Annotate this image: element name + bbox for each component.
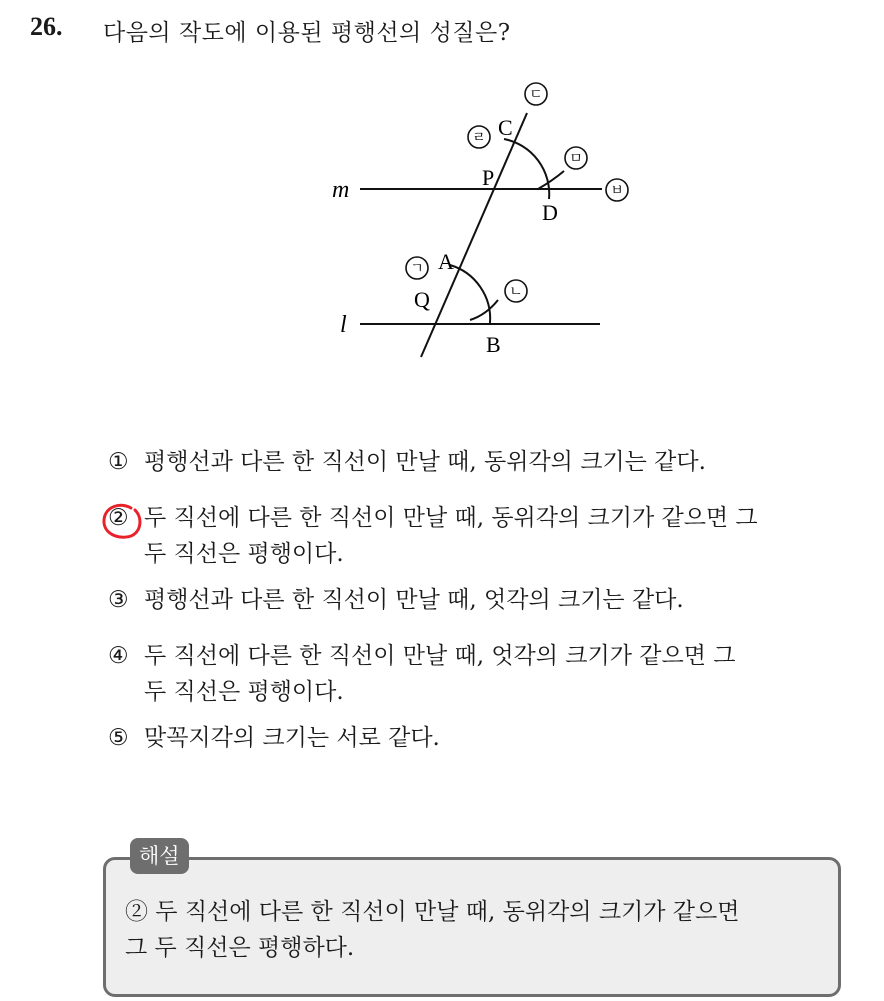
explanation-text [125, 894, 739, 966]
transversal-line [421, 113, 527, 357]
option-text: 맞꼭지각의 크기는 서로 같다. [144, 725, 440, 751]
option-4[interactable] [108, 638, 735, 710]
option-2[interactable] [108, 500, 758, 572]
explanation-line-1: ② 두 직선에 다른 한 직선이 만날 때, 동위각의 크기가 같으면 [125, 899, 740, 925]
question-number: 26. [30, 12, 63, 41]
svg-text:ㄷ: ㄷ [529, 87, 543, 103]
option-text: 두 직선에 다른 한 직선이 만날 때, 엇각의 크기가 같으면 그 [144, 643, 736, 669]
option-5[interactable] [108, 720, 440, 756]
option-text: 평행선과 다른 한 직선이 만날 때, 엇각의 크기는 같다. [144, 587, 684, 613]
label-point-q: Q [414, 287, 430, 312]
svg-text:ㄱ: ㄱ [410, 261, 424, 277]
explanation-line-2: 그 두 직선은 평행하다. [125, 935, 355, 961]
arc-at-d [538, 171, 564, 189]
construction-figure [320, 75, 640, 375]
svg-text:ㄴ: ㄴ [509, 284, 523, 300]
label-point-a: A [438, 249, 454, 274]
label-line-m: m [332, 177, 350, 203]
svg-text:ㄹ: ㄹ [472, 130, 486, 146]
option-1[interactable] [108, 444, 706, 480]
step-marker-mieum [565, 147, 587, 169]
arc-at-b [470, 300, 498, 320]
svg-text:ㅂ: ㅂ [610, 183, 624, 199]
option-number: ④ [108, 643, 129, 669]
option-text: 평행선과 다른 한 직선이 만날 때, 동위각의 크기는 같다. [144, 449, 706, 475]
svg-text:ㅁ: ㅁ [569, 151, 583, 167]
step-marker-nieun [505, 280, 527, 302]
option-number: ③ [108, 587, 129, 613]
option-text: 두 직선에 다른 한 직선이 만날 때, 동위각의 크기가 같으면 그 [144, 505, 758, 531]
question-text: 다음의 작도에 이용된 평행선의 성질은? [103, 20, 511, 46]
explanation-label: 해설 [130, 838, 189, 874]
step-marker-bieup [606, 179, 628, 201]
step-marker-giyeok [406, 257, 428, 279]
step-marker-digeut [525, 83, 547, 105]
option-text-continued: 두 직선은 평행이다. [144, 679, 344, 705]
option-number: ⑤ [108, 725, 129, 751]
option-text-continued: 두 직선은 평행이다. [144, 541, 344, 567]
label-point-b: B [486, 332, 501, 357]
option-number: ① [108, 449, 129, 475]
option-3[interactable] [108, 582, 684, 618]
label-point-c: C [498, 115, 513, 140]
label-point-p: P [482, 165, 495, 190]
step-marker-rieul [468, 126, 490, 148]
label-line-l: l [340, 312, 347, 338]
label-point-d: D [542, 200, 558, 225]
option-number: ② [108, 505, 129, 531]
